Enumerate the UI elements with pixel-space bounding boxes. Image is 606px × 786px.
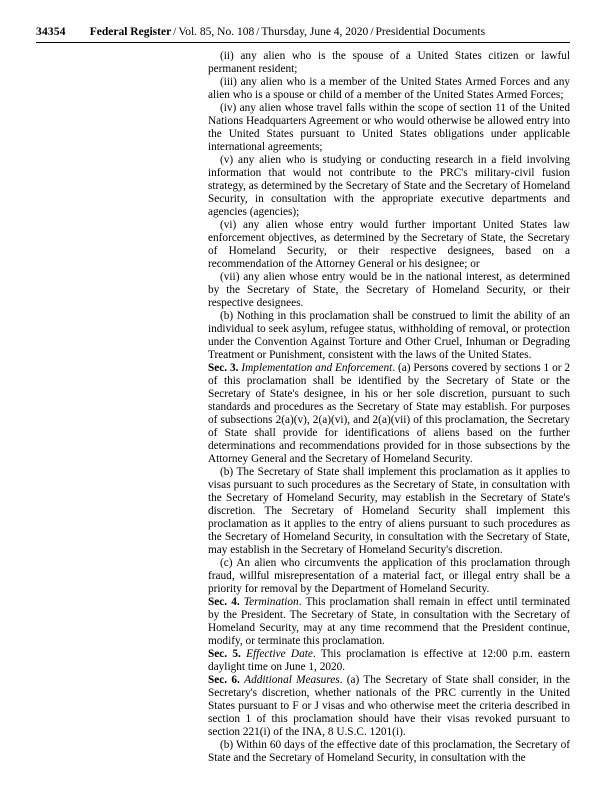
section-3-label: Sec. 3. [208,362,239,374]
document-body [208,50,570,765]
paragraph-vi: (vi) any alien whose entry would further important United States law enforcement objectives, as determined by the Secretary of State, the Secretary of Homeland Security, or their respective designees, based on a recommendation of the Attorney General or his designee; or [208,219,570,270]
section-3 [208,362,570,466]
section-4-title-suffix: . [298,596,306,608]
section-6 [208,674,570,739]
paragraph-ii: (ii) any alien who is the spouse of a United States citizen or lawful permanent resident; [208,50,570,75]
section-6-text: (a) The Secretary of State shall consider, in the Secretary's discretion, whether nationals of the PRC currently in the United States pursuant to F or J visas and who otherwise meet the criteria described in section 1 of this proclamation should have their visas revoked pursuant to section 221(i) of the INA, 8 U.S.C. 1201(i). [208,674,571,738]
paragraph-v: (v) any alien who is studying or conducting research in a field involving information that would not contribute to the PRC's military-civil fusion strategy, as determined by the Secretary of State and the Secretary of Homeland Security, in consultation with the appropriate executive departments and agencies (agencies); [208,154,570,218]
section-5-text: This proclamation is effective at 12:00 p.m. eastern daylight time on June 1, 2020. [208,648,571,673]
header-citation [90,26,485,38]
page-number: 34354 [36,26,66,38]
section-4-text: This proclamation shall remain in effect until terminated by the President. The Secretary of State, in consultation with the Secretary of Homeland Security, may at any time recommend that the President continue, modify, or terminate this proclamation. [208,596,570,647]
section-5-label: Sec. 5. [208,648,241,660]
header-rule [36,42,570,43]
header-section: Presidential Documents [375,26,486,38]
header-separator-1: / [173,26,177,38]
paragraph-iii: (iii) any alien who is a member of the United States Armed Forces and any alien who is a spouse or child of a member of the United States Armed Forces; [208,76,570,101]
publication-title: Federal Register [89,26,172,38]
section-3-title-suffix: . [392,362,399,374]
paragraph-b-asylum: (b) Nothing in this proclamation shall be construed to limit the ability of an individual to seek asylum, refugee status, withholding of removal, or protection under the Convention Against Torture and Other Cruel, Inhuman or Degrading Treatment or Punishment, consistent with the laws of the United States. [208,310,570,361]
publication-date: Thursday, June 4, 2020 [261,26,369,38]
header-separator-2: / [256,26,260,38]
section-5-title-suffix: . [312,648,321,660]
section-4-title: Termination [243,596,299,608]
section-4-label: Sec. 4. [208,596,240,608]
section-6-title-suffix: . [339,674,347,686]
section-3-title: Implementation and Enforcement [241,362,393,374]
section-3-paragraph-c: (c) An alien who circumvents the application of this proclamation through fraud, willful misrepresentation of a material fact, or illegal entry shall be a priority for removal by the Department of Homeland Security. [208,557,570,595]
section-5-title: Effective Date [246,648,313,660]
section-5 [208,648,570,674]
section-6-paragraph-b: (b) Within 60 days of the effective date of this proclamation, the Secretary of State and the Secretary of Homeland Security, in consultation with the [208,739,570,764]
paragraph-iv: (iv) any alien whose travel falls within the scope of section 11 of the United Nations Headquarters Agreement or who would otherwise be allowed entry into the United States pursuant to United States obligations under applicable international agreements; [208,102,570,153]
section-3-paragraph-b: (b) The Secretary of State shall implement this proclamation as it applies to visas pursuant to such procedures as the Secretary of State, in consultation with the Secretary of Homeland Security, may establish in the Secretary of State's discretion. The Secretary of Homeland Security shall implement this proclamation as it applies to the entry of aliens pursuant to such procedures as the Secretary of Homeland Security, in consultation with the Secretary of State, may establish in the Secretary of Homeland Security's discretion. [208,466,570,556]
header-separator-3: / [370,26,374,38]
paragraph-vii: (vii) any alien whose entry would be in the national interest, as determined by the Secretary of State, the Secretary of Homeland Security, or their respective designees. [208,271,570,309]
page-header [36,26,570,38]
section-6-label: Sec. 6. [208,674,240,686]
section-4 [208,596,570,648]
section-3-text: (a) Persons covered by sections 1 or 2 of this proclamation shall be identified by the Secretary of State or the Secretary of State's designee, in his or her sole discretion, pursuant to such standards and procedures as the Secretary of State may establish. For purposes of subsections 2(a)(v), 2(a)(vi), and 2(a)(vii) of this proclamation, the Secretary of State shall provide for identifications of aliens based on the further determinations and recommendations provided for in those subsections by the Attorney General and the Secretary of Homeland Security. [208,362,571,465]
volume-issue: Vol. 85, No. 108 [178,26,255,38]
section-6-title: Additional Measures [244,674,340,686]
